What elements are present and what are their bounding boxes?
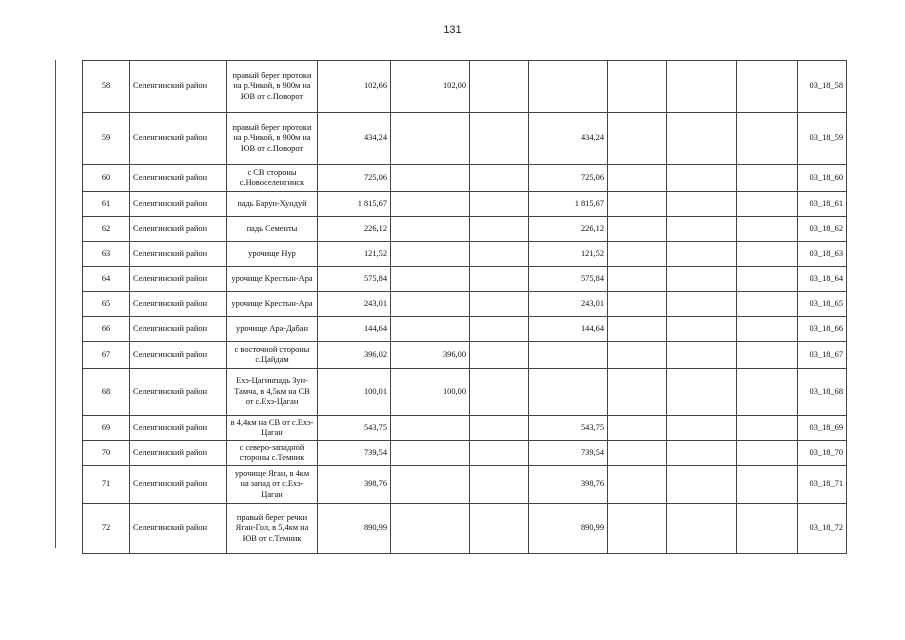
cell-area-col-2 (470, 192, 529, 217)
cell-area-col-2 (470, 61, 529, 113)
cell-area-col-3: 725,06 (529, 165, 608, 192)
table-row (83, 416, 847, 441)
cell-area-col-6 (737, 466, 798, 504)
table-row (83, 504, 847, 554)
cell-location: с восточной стороны с.Цайдам (227, 342, 318, 369)
cell-total-area: 102,66 (318, 61, 391, 113)
cell-area-col-1 (391, 441, 470, 466)
land-plots-table (82, 60, 847, 554)
cell-area-col-4 (608, 466, 667, 504)
cell-area-col-3: 243,01 (529, 292, 608, 317)
cell-code: 03_18_65 (798, 292, 847, 317)
cell-area-col-4 (608, 113, 667, 165)
cell-code: 03_18_71 (798, 466, 847, 504)
cell-total-area: 396,02 (318, 342, 391, 369)
cell-area-col-2 (470, 113, 529, 165)
cell-area-col-4 (608, 342, 667, 369)
cell-area-col-4 (608, 369, 667, 416)
cell-total-area: 434,24 (318, 113, 391, 165)
cell-area-col-2 (470, 267, 529, 292)
cell-total-area: 575,84 (318, 267, 391, 292)
cell-area-col-3: 890,99 (529, 504, 608, 554)
cell-number: 59 (83, 113, 130, 165)
cell-code: 03_18_59 (798, 113, 847, 165)
cell-code: 03_18_64 (798, 267, 847, 292)
cell-district: Селенгинский район (130, 504, 227, 554)
cell-total-area: 100,01 (318, 369, 391, 416)
cell-area-col-6 (737, 369, 798, 416)
cell-area-col-4 (608, 217, 667, 242)
table-row (83, 267, 847, 292)
cell-area-col-6 (737, 504, 798, 554)
cell-district: Селенгинский район (130, 317, 227, 342)
cell-area-col-5 (667, 441, 737, 466)
table-row (83, 113, 847, 165)
cell-district: Селенгинский район (130, 441, 227, 466)
cell-area-col-4 (608, 242, 667, 267)
cell-number: 72 (83, 504, 130, 554)
cell-district: Селенгинский район (130, 217, 227, 242)
cell-area-col-5 (667, 267, 737, 292)
cell-area-col-6 (737, 441, 798, 466)
cell-area-col-4 (608, 292, 667, 317)
cell-number: 66 (83, 317, 130, 342)
cell-area-col-3 (529, 369, 608, 416)
cell-area-col-1 (391, 217, 470, 242)
cell-location: Ехэ-Цагинпадь Зун-Тамча, в 4,5км на СВ от с.Ехэ-Цаган (227, 369, 318, 416)
cell-total-area: 243,01 (318, 292, 391, 317)
cell-area-col-1 (391, 466, 470, 504)
cell-area-col-6 (737, 242, 798, 267)
table-row (83, 317, 847, 342)
cell-location: в 4,4км на СВ от с.Ехэ-Цаган (227, 416, 318, 441)
cell-area-col-4 (608, 165, 667, 192)
cell-location: правый берег речки Яган-Гол, в 5,4км на ЮВ от с.Темник (227, 504, 318, 554)
cell-area-col-1 (391, 165, 470, 192)
cell-area-col-6 (737, 192, 798, 217)
cell-area-col-2 (470, 317, 529, 342)
cell-district: Селенгинский район (130, 165, 227, 192)
cell-code: 03_18_63 (798, 242, 847, 267)
cell-area-col-1 (391, 113, 470, 165)
cell-area-col-1 (391, 416, 470, 441)
cell-area-col-5 (667, 192, 737, 217)
cell-area-col-1 (391, 267, 470, 292)
cell-area-col-2 (470, 165, 529, 192)
cell-location: урочище Ара-Дабан (227, 317, 318, 342)
cell-area-col-2 (470, 416, 529, 441)
cell-area-col-6 (737, 267, 798, 292)
cell-number: 64 (83, 267, 130, 292)
cell-area-col-4 (608, 317, 667, 342)
cell-area-col-4 (608, 192, 667, 217)
cell-area-col-3: 1 815,67 (529, 192, 608, 217)
cell-area-col-5 (667, 342, 737, 369)
cell-location: падь Сементы (227, 217, 318, 242)
cell-area-col-4 (608, 504, 667, 554)
cell-location: урочище Крестын-Ара (227, 267, 318, 292)
cell-code: 03_18_66 (798, 317, 847, 342)
cell-number: 70 (83, 441, 130, 466)
table-row (83, 466, 847, 504)
cell-area-col-2 (470, 441, 529, 466)
cell-area-col-1: 100,00 (391, 369, 470, 416)
cell-area-col-5 (667, 504, 737, 554)
cell-number: 71 (83, 466, 130, 504)
cell-district: Селенгинский район (130, 466, 227, 504)
cell-area-col-5 (667, 217, 737, 242)
cell-location: с СВ стороны с.Новоселенгинск (227, 165, 318, 192)
cell-location: правый берег протоки на р.Чикой, в 900м на ЮВ от с.Поворот (227, 113, 318, 165)
cell-code: 03_18_60 (798, 165, 847, 192)
cell-district: Селенгинский район (130, 342, 227, 369)
cell-area-col-2 (470, 342, 529, 369)
cell-total-area: 121,52 (318, 242, 391, 267)
table-row (83, 217, 847, 242)
cell-total-area: 1 815,67 (318, 192, 391, 217)
cell-area-col-5 (667, 61, 737, 113)
cell-area-col-3: 739,54 (529, 441, 608, 466)
cell-area-col-6 (737, 416, 798, 441)
table-row (83, 369, 847, 416)
cell-district: Селенгинский район (130, 192, 227, 217)
cell-district: Селенгинский район (130, 416, 227, 441)
table-row (83, 192, 847, 217)
cell-location: урочище Яган, в 4км на запад от с.Ехэ-Цаган (227, 466, 318, 504)
cell-location: правый берег протоки на р.Чикой, в 900м на ЮВ от с.Поворот (227, 61, 318, 113)
cell-total-area: 226,12 (318, 217, 391, 242)
cell-code: 03_18_68 (798, 369, 847, 416)
cell-area-col-1 (391, 504, 470, 554)
cell-area-col-2 (470, 466, 529, 504)
cell-area-col-5 (667, 317, 737, 342)
cell-area-col-6 (737, 217, 798, 242)
cell-area-col-2 (470, 217, 529, 242)
cell-area-col-1: 102,00 (391, 61, 470, 113)
cell-area-col-3 (529, 61, 608, 113)
cell-district: Селенгинский район (130, 242, 227, 267)
cell-area-col-1 (391, 242, 470, 267)
cell-area-col-3: 144,64 (529, 317, 608, 342)
cell-location: урочище Нур (227, 242, 318, 267)
cell-area-col-6 (737, 61, 798, 113)
cell-area-col-1 (391, 192, 470, 217)
cell-area-col-5 (667, 165, 737, 192)
cell-area-col-5 (667, 292, 737, 317)
cell-area-col-6 (737, 165, 798, 192)
table-row (83, 342, 847, 369)
cell-area-col-3: 543,75 (529, 416, 608, 441)
cell-code: 03_18_62 (798, 217, 847, 242)
cell-total-area: 543,75 (318, 416, 391, 441)
table-row (83, 165, 847, 192)
cell-area-col-4 (608, 61, 667, 113)
cell-number: 68 (83, 369, 130, 416)
cell-district: Селенгинский район (130, 267, 227, 292)
cell-number: 60 (83, 165, 130, 192)
cell-area-col-6 (737, 342, 798, 369)
cell-location: падь Барун-Хундуй (227, 192, 318, 217)
cell-number: 69 (83, 416, 130, 441)
cell-number: 61 (83, 192, 130, 217)
cell-area-col-6 (737, 113, 798, 165)
cell-total-area: 739,54 (318, 441, 391, 466)
cell-area-col-1 (391, 292, 470, 317)
cell-code: 03_18_61 (798, 192, 847, 217)
cell-district: Селенгинский район (130, 61, 227, 113)
table-row (83, 242, 847, 267)
cell-number: 65 (83, 292, 130, 317)
page-number: 131 (443, 24, 462, 36)
table-body (83, 61, 847, 554)
cell-area-col-3 (529, 342, 608, 369)
cell-area-col-5 (667, 416, 737, 441)
cell-area-col-3: 398,76 (529, 466, 608, 504)
cell-number: 63 (83, 242, 130, 267)
cell-area-col-3: 226,12 (529, 217, 608, 242)
cell-district: Селенгинский район (130, 292, 227, 317)
cell-area-col-4 (608, 416, 667, 441)
cell-area-col-3: 434,24 (529, 113, 608, 165)
cell-location: с северо-западной стороны с.Темник (227, 441, 318, 466)
cell-area-col-6 (737, 292, 798, 317)
cell-area-col-1 (391, 317, 470, 342)
cell-total-area: 144,64 (318, 317, 391, 342)
cell-number: 58 (83, 61, 130, 113)
cell-area-col-2 (470, 242, 529, 267)
cell-code: 03_18_67 (798, 342, 847, 369)
cell-location: урочище Крестын-Ара (227, 292, 318, 317)
table-row (83, 441, 847, 466)
cell-code: 03_18_58 (798, 61, 847, 113)
cell-area-col-5 (667, 113, 737, 165)
cell-area-col-3: 575,84 (529, 267, 608, 292)
cell-area-col-2 (470, 504, 529, 554)
cell-area-col-4 (608, 441, 667, 466)
cell-total-area: 890,99 (318, 504, 391, 554)
cell-area-col-3: 121,52 (529, 242, 608, 267)
cell-code: 03_18_70 (798, 441, 847, 466)
cell-district: Селенгинский район (130, 113, 227, 165)
cell-area-col-5 (667, 466, 737, 504)
cell-area-col-5 (667, 369, 737, 416)
table-row (83, 61, 847, 113)
cell-area-col-4 (608, 267, 667, 292)
cell-code: 03_18_72 (798, 504, 847, 554)
cell-area-col-1: 396,00 (391, 342, 470, 369)
cell-total-area: 398,76 (318, 466, 391, 504)
cell-district: Селенгинский район (130, 369, 227, 416)
cell-code: 03_18_69 (798, 416, 847, 441)
margin-rule (55, 60, 56, 548)
cell-area-col-5 (667, 242, 737, 267)
cell-area-col-6 (737, 317, 798, 342)
cell-area-col-2 (470, 292, 529, 317)
cell-total-area: 725,06 (318, 165, 391, 192)
cell-number: 62 (83, 217, 130, 242)
table-row (83, 292, 847, 317)
cell-area-col-2 (470, 369, 529, 416)
cell-number: 67 (83, 342, 130, 369)
